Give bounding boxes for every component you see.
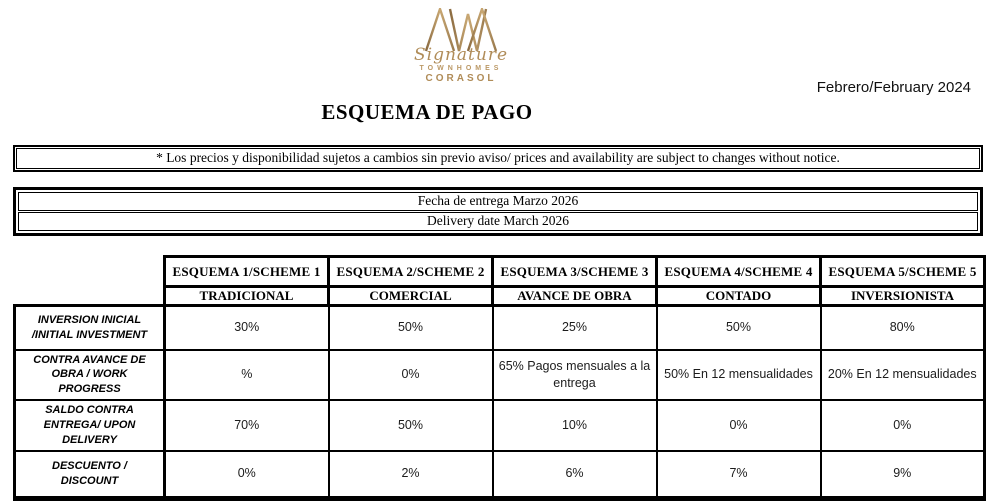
value-cell: 10% [493, 400, 657, 451]
scheme-header-4: ESQUEMA 4/SCHEME 4 [657, 257, 821, 287]
table-row-discount [15, 451, 985, 499]
corasol-label: CORASOL [425, 73, 497, 84]
brand-logo [394, 8, 528, 84]
value-cell: 50% [329, 400, 493, 451]
document-date: Febrero/February 2024 [816, 79, 971, 96]
value-cell: 2% [329, 451, 493, 499]
value-cell: 0% [329, 350, 493, 401]
scheme-name-2: COMERCIAL [329, 287, 493, 306]
value-cell: 50% En 12 mensualidades [657, 350, 821, 401]
table-row-initial-investment [15, 306, 985, 350]
scheme-header-5: ESQUEMA 5/SCHEME 5 [821, 257, 985, 287]
corner-cell [15, 257, 165, 306]
value-cell: 50% [657, 306, 821, 350]
scheme-header-3: ESQUEMA 3/SCHEME 3 [493, 257, 657, 287]
row-label: DESCUENTO / DISCOUNT [15, 451, 165, 499]
value-cell: 20% En 12 mensualidades [821, 350, 985, 401]
row-label: SALDO CONTRA ENTREGA/ UPON DELIVERY [15, 400, 165, 451]
value-cell: 0% [821, 400, 985, 451]
scheme-header-1: ESQUEMA 1/SCHEME 1 [165, 257, 329, 287]
page-title: ESQUEMA DE PAGO [321, 100, 533, 124]
delivery-box [13, 187, 983, 236]
value-cell: 25% [493, 306, 657, 350]
row-label: CONTRA AVANCE DE OBRA / WORK PROGRESS [15, 350, 165, 401]
scheme-header-2: ESQUEMA 2/SCHEME 2 [329, 257, 493, 287]
table-row-upon-delivery [15, 400, 985, 451]
scheme-name-5: INVERSIONISTA [821, 287, 985, 306]
value-cell: 70% [165, 400, 329, 451]
delivery-date-es: Fecha de entrega Marzo 2026 [18, 192, 978, 211]
table-row-work-progress [15, 350, 985, 401]
signature-script-label: Signature [413, 45, 509, 65]
value-cell: % [165, 350, 329, 401]
scheme-code-row [15, 257, 985, 287]
value-cell: 50% [329, 306, 493, 350]
value-cell: 0% [657, 400, 821, 451]
scheme-name-1: TRADICIONAL [165, 287, 329, 306]
notice-text: * Los precios y disponibilidad sujetos a cambios sin previo aviso/ prices and availability are subject to changes without notice. [16, 148, 980, 169]
value-cell: 0% [165, 451, 329, 499]
value-cell: 80% [821, 306, 985, 350]
value-cell: 30% [165, 306, 329, 350]
value-cell: 6% [493, 451, 657, 499]
row-label: INVERSION INICIAL /INITIAL INVESTMENT [15, 306, 165, 350]
value-cell: 9% [821, 451, 985, 499]
payment-table [13, 255, 986, 501]
scheme-name-3: AVANCE DE OBRA [493, 287, 657, 306]
delivery-date-en: Delivery date March 2026 [18, 212, 978, 231]
notice-banner [13, 145, 983, 172]
value-cell: 7% [657, 451, 821, 499]
scheme-name-4: CONTADO [657, 287, 821, 306]
value-cell: 65% Pagos mensuales a la entrega [493, 350, 657, 401]
townhomes-label: TOWNHOMES [419, 65, 503, 72]
